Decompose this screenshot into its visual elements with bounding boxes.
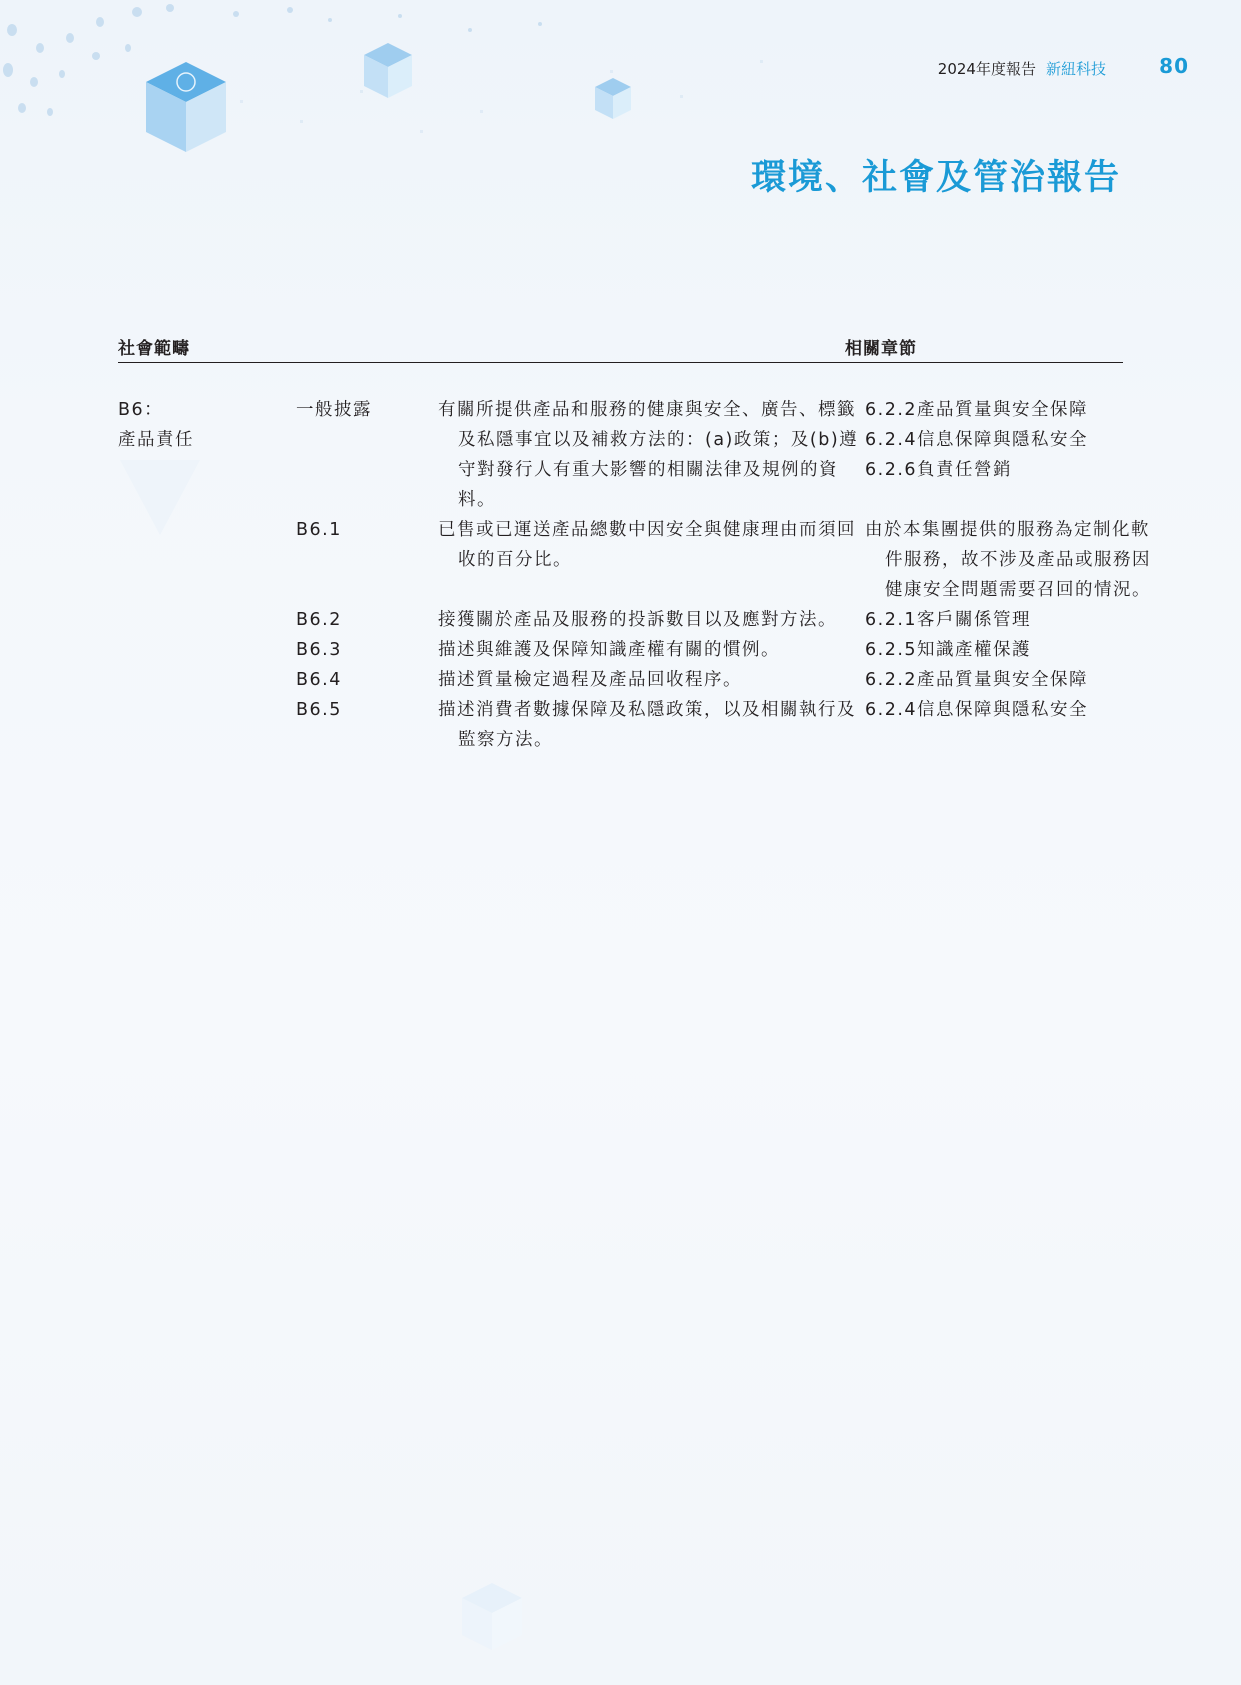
column-header-aspect: 社會範疇: [118, 339, 190, 359]
indicator-description: 描述質量檢定過程及產品回收程序。: [438, 670, 742, 690]
table-body: [118, 395, 1151, 755]
related-section: 6.2.2產品質量與安全保障: [865, 400, 1089, 420]
aspect-cell: [118, 395, 278, 455]
indicator-description: 描述與維護及保障知識產權有關的慣例。: [438, 640, 780, 660]
table-row: [118, 515, 1151, 605]
section-title: 環境、社會及管治報告: [750, 158, 1121, 198]
table-row: [118, 635, 1123, 665]
company-name: 新紐科技: [1045, 60, 1106, 78]
related-section: 6.2.2產品質量與安全保障: [865, 670, 1089, 690]
related-section: 由於本集團提供的服務為定制化軟件服務，故不涉及產品或服務因健康安全問題需要召回的情況。: [865, 520, 1151, 600]
decorative-cube-large: [140, 58, 232, 158]
indicator-code: B6.2: [296, 610, 342, 630]
running-head: [938, 58, 1106, 79]
table-row: [118, 695, 1123, 755]
indicator-description: 接獲關於產品及服務的投訴數目以及應對方法。: [438, 610, 837, 630]
decorative-cube-small: [592, 76, 634, 122]
indicator-code: B6.1: [296, 520, 342, 540]
page-number: 80: [1159, 54, 1189, 78]
related-sections: [865, 395, 1143, 485]
related-section: 6.2.4信息保障與隱私安全: [865, 430, 1089, 450]
related-section: 6.2.6負責任營銷: [865, 460, 1013, 480]
aspect-name: 產品責任: [118, 430, 194, 450]
indicator-description: 已售或已運送產品總數中因安全與健康理由而須回收的百分比。: [438, 520, 856, 570]
related-section: 6.2.1客戶關係管理: [865, 610, 1032, 630]
table-row: [118, 665, 1123, 695]
disclosure-index-table: [118, 332, 1151, 755]
report-name: 2024年度報告: [937, 60, 1036, 78]
indicator-description: 描述消費者數據保障及私隱政策，以及相關執行及監察方法。: [438, 700, 856, 750]
decorative-cube-medium: [360, 40, 416, 102]
indicator-description: 有關所提供產品和服務的健康與安全、廣告、標籤及私隱事宜以及補救方法的：(a)政策；及(b)遵守對發行人有重大影響的相關法律及規例的資料。: [438, 400, 859, 510]
column-header-section: 相關章節: [845, 339, 917, 359]
indicator-code: B6.5: [296, 700, 342, 720]
related-section: 6.2.4信息保障與隱私安全: [865, 700, 1089, 720]
indicator-code: B6.4: [296, 670, 342, 690]
indicator-code: 一般披露: [296, 400, 372, 420]
indicator-code: B6.3: [296, 640, 342, 660]
related-section: 6.2.5知識產權保護: [865, 640, 1032, 660]
aspect-code: B6：: [118, 400, 164, 420]
decorative-cube-bottom: [458, 1580, 526, 1654]
table-header: [118, 332, 1123, 363]
table-row: [118, 605, 1123, 635]
